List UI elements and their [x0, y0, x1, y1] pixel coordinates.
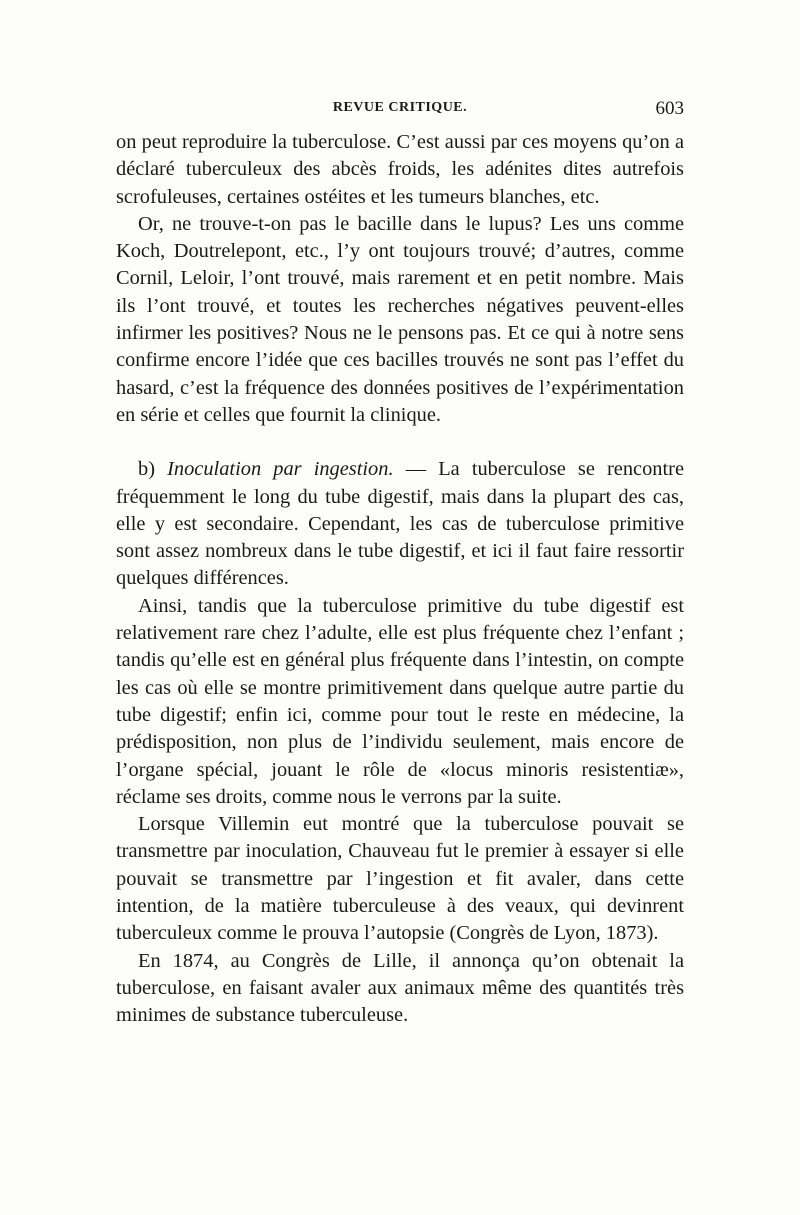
section-spacer: [116, 429, 684, 456]
paragraph-lupus: Or, ne trouve-t-on pas le bacille dans le lupus? Les uns comme Koch, Doutrelepont, etc., l’y ont toujours trouvé; d’autres, comme Cornil, Leloir, l’ont trouvé, mais rarement et en petit nombre. Mais ils l’ont trouvé, et toutes les recherches négatives peuvent-elles infirmer les positives? Nous ne le pensons pas. Et ce qui à notre sens confirme encore l’idée que ces bacilles trouvés ne sont pas l’effet du hasard, c’est la fréquence des données positives de l’expérimentation en série et celles que fournit la clinique.: [116, 212, 684, 426]
body-text: [116, 129, 684, 1030]
paragraph-ingestion-body: — La tuberculose se rencontre fréquemment le long du tube digestif, mais dans la plupart des cas, elle y est secondaire. Cependant, les cas de tuberculose primitive sont assez nombreux dans le tube digestif, et ici il faut faire ressortir quelques différences.: [116, 458, 685, 590]
paragraph-lille: En 1874, au Congrès de Lille, il annonça qu’on obtenait la tuberculose, en faisant avaler aux animaux même des quantités très minimes de substance tuberculeuse.: [116, 949, 684, 1027]
section-label: b): [138, 458, 155, 481]
paragraph-ainsi: Ainsi, tandis que la tuberculose primitive du tube digestif est relativement rare chez l’adulte, elle est plus fréquente chez l’enfant ; tandis qu’elle est en général plus fréquente dans l’intestin, on compte les cas où elle se montre primitivement dans quelque autre partie du tube digestif; enfin ici, comme pour tout le reste en médecine, la prédisposition, non plus de l’individu seulement, mais encore de l’organe spécial, jouant le rôle de «locus minoris resistentiæ», réclame ses droits, comme nous le verrons par la suite.: [116, 594, 684, 808]
paragraph-ingestion: [116, 456, 684, 592]
paragraph-continuation: on peut reproduire la tuberculose. C’est aussi par ces moyens qu’on a déclaré tuberculeux des abcès froids, les adénites dites autrefois scrofuleuses, certaines ostéites et les tumeurs blanches, etc.: [116, 131, 684, 208]
page-number: 603: [655, 98, 684, 119]
section-title: Inoculation par ingestion.: [167, 458, 394, 481]
page-header: [116, 98, 684, 126]
paragraph-villemin: Lorsque Villemin eut montré que la tuberculose pouvait se transmettre par inoculation, Chauveau fut le premier à essayer si elle pouvait se transmettre par l’ingestion et fit avaler, dans cette intention, de la matière tuberculeuse à des veaux, qui devinrent tuberculeux comme le prouva l’autopsie (Congrès de Lyon, 1873).: [116, 813, 684, 945]
running-title: REVUE CRITIQUE.: [332, 100, 468, 115]
